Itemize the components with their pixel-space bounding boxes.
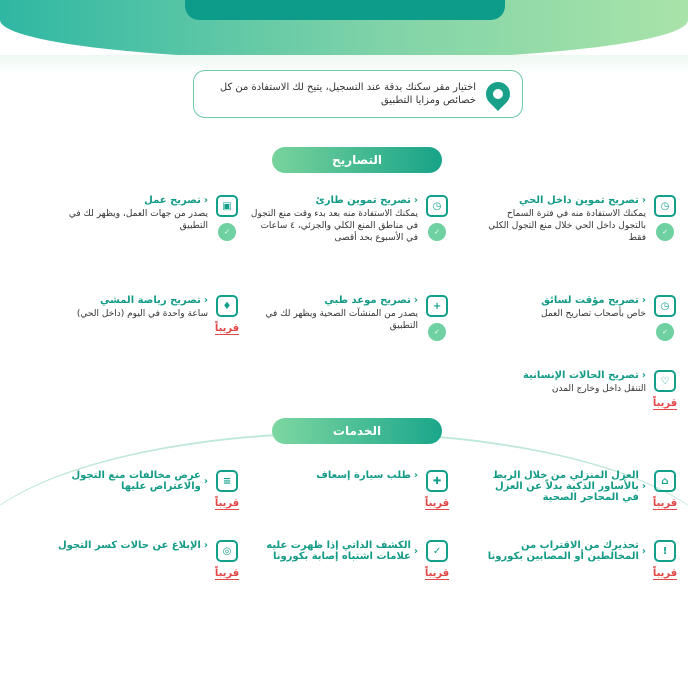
permit-desc: يمكنك الاستفادة منه في فترة السماح بالتجول داخل الحي خلال منع التجول الكلي فقط (488, 209, 646, 244)
section-header-permits: التصاريح (272, 147, 442, 173)
heart-icon: ♡ (654, 370, 676, 392)
chevron-icon: ‹ (641, 195, 646, 206)
service-item[interactable] (478, 470, 678, 510)
permit-title: تصريح موعد طبي (324, 295, 411, 306)
clock-icon: ◷ (654, 195, 676, 217)
location-note (193, 70, 523, 118)
chevron-icon: ‹ (203, 475, 208, 487)
permit-title: تصريح عمل (144, 195, 201, 206)
permit-title: تصريح تموين داخل الحي (518, 195, 639, 206)
clock-icon: ◷ (654, 295, 676, 317)
clock-icon: ◷ (426, 195, 448, 217)
chevron-icon: ‹ (641, 481, 646, 492)
section-header-services: الخدمات (272, 418, 442, 444)
permit-item[interactable] (250, 195, 450, 244)
available-dot-icon: ✓ (218, 223, 236, 241)
service-desc: عرض مخالفات منع التجول والاعتراض عليها (71, 470, 201, 492)
service-item[interactable] (40, 540, 240, 580)
document-icon: ≡ (216, 470, 238, 492)
permit-title: تصريح تموين طارئ (315, 195, 411, 206)
service-desc: طلب سيارة إسعاف (316, 470, 411, 481)
permit-desc: التنقل داخل وخارج المدن (551, 384, 646, 394)
location-pin-icon (481, 77, 515, 111)
soon-badge: قريباً (214, 323, 240, 334)
home-icon: ⌂ (654, 470, 676, 492)
soon-badge: قريباً (424, 498, 450, 509)
soon-badge: قريباً (652, 398, 678, 409)
permit-desc: يصدر من المنشآت الصحية ويظهر لك في التطبيق (265, 309, 418, 332)
soon-badge: قريباً (214, 498, 240, 509)
service-item[interactable] (478, 540, 678, 580)
walk-icon: ♦ (216, 295, 238, 317)
permit-desc: ساعة واحدة في اليوم (داخل الحي) (76, 309, 208, 319)
report-icon: ◎ (216, 540, 238, 562)
chevron-icon: ‹ (413, 470, 418, 481)
warning-icon: ! (654, 540, 676, 562)
permit-title: تصريح الحالات الإنسانية (523, 370, 639, 381)
permit-item[interactable] (250, 295, 450, 341)
permit-title: تصريح مؤقت لسائق (541, 295, 639, 306)
service-item[interactable] (250, 540, 450, 580)
briefcase-icon: ▣ (216, 195, 238, 217)
soon-badge: قريباً (214, 568, 240, 579)
permit-desc: خاص بأصحاب تصاريح العمل (541, 309, 646, 319)
medical-icon: + (426, 295, 448, 317)
chevron-icon: ‹ (413, 545, 418, 557)
permit-desc: يمكنك الاستفادة منه بعد بدء وقت منع التجول في مناطق المنع الكلي والجزئي، ٤ ساعات في الأسبوع بحد أقصى (250, 209, 418, 244)
permit-item[interactable] (478, 370, 678, 410)
service-desc: العزل المنزلي من خلال الربط بالأساور الذكية بدلاً عن العزل في المحاجر الصحية (492, 470, 639, 503)
ambulance-icon: ✚ (426, 470, 448, 492)
service-desc: الإبلاغ عن حالات كسر التجول (57, 540, 201, 551)
permit-desc: يصدر من جهات العمل، ويظهر لك في التطبيق (68, 209, 208, 232)
soon-badge: قريباً (424, 568, 450, 579)
chevron-icon: ‹ (203, 295, 208, 306)
permit-item[interactable] (478, 295, 678, 341)
available-dot-icon: ✓ (656, 223, 674, 241)
available-dot-icon: ✓ (428, 323, 446, 341)
soon-badge: قريباً (652, 498, 678, 509)
permit-title: تصريح رياضة المشي (99, 295, 201, 306)
service-item[interactable] (250, 470, 450, 510)
chevron-icon: ‹ (413, 295, 418, 306)
available-dot-icon: ✓ (428, 223, 446, 241)
service-item[interactable] (40, 470, 240, 510)
service-desc: تحذيرك من الاقتراب من المخالطين أو المصابين بكورونا (487, 540, 639, 562)
chevron-icon: ‹ (203, 540, 208, 551)
chevron-icon: ‹ (641, 545, 646, 557)
permit-item[interactable] (40, 295, 240, 335)
location-note-text: اختيار مقر سكنك بدقة عند التسجيل، يتيح لك الاستفادة من كل خصائص ومزايا التطبيق (219, 81, 476, 106)
soon-badge: قريباً (652, 568, 678, 579)
available-dot-icon: ✓ (656, 323, 674, 341)
chevron-icon: ‹ (413, 195, 418, 206)
permit-item[interactable] (40, 195, 240, 241)
chevron-icon: ‹ (641, 370, 646, 381)
header-banner (185, 0, 505, 20)
permit-item[interactable] (478, 195, 678, 244)
selfcheck-icon: ✓ (426, 540, 448, 562)
service-desc: الكشف الذاتي إذا ظهرت عليه علامات اشتباه إصابة بكورونا (266, 540, 411, 562)
chevron-icon: ‹ (203, 195, 208, 206)
chevron-icon: ‹ (641, 295, 646, 306)
